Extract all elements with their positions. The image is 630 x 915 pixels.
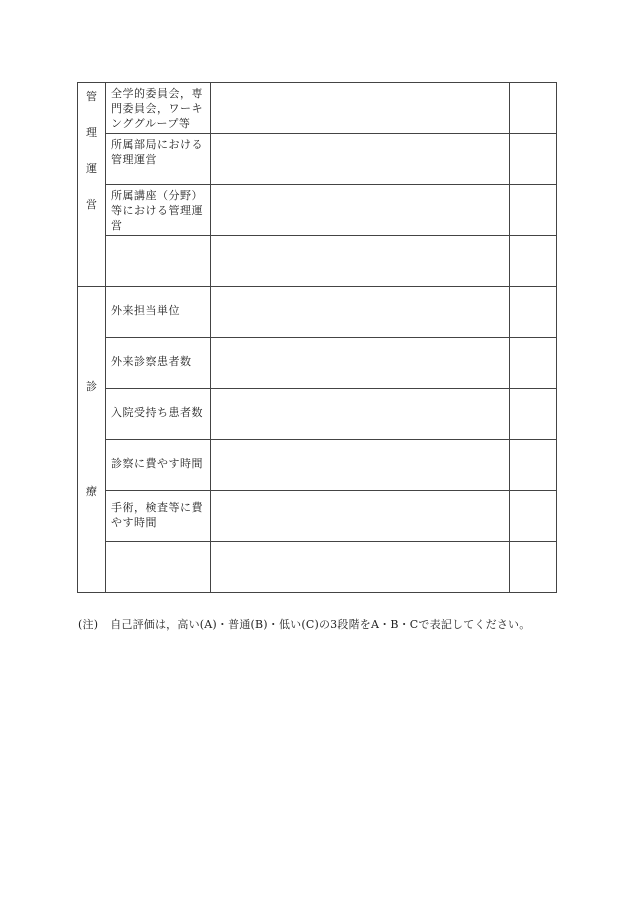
section-label-admin xyxy=(78,83,106,287)
content-cell[interactable] xyxy=(211,236,510,287)
evaluation-table xyxy=(77,82,557,593)
item-label xyxy=(106,542,210,545)
section-char: 診 xyxy=(86,380,97,393)
item-label: 外来診察患者数 xyxy=(111,355,192,368)
table-row xyxy=(78,389,557,440)
table-row xyxy=(78,542,557,593)
item-label: 外来担当単位 xyxy=(111,304,180,317)
section-label-clinic xyxy=(78,287,106,593)
content-cell[interactable] xyxy=(211,185,510,236)
item-cell xyxy=(106,389,211,440)
score-cell[interactable] xyxy=(510,185,557,236)
section-char: 理 xyxy=(86,126,97,139)
item-label: 所属講座（分野）等における管理運営 xyxy=(111,189,203,232)
content-cell[interactable] xyxy=(211,83,510,134)
item-cell xyxy=(106,287,211,338)
content-cell[interactable] xyxy=(211,491,510,542)
item-label: 診察に費やす時間 xyxy=(111,457,203,470)
item-cell[interactable] xyxy=(106,236,211,287)
item-label xyxy=(106,236,210,239)
table-row xyxy=(78,440,557,491)
table-row xyxy=(78,134,557,185)
item-cell[interactable] xyxy=(106,542,211,593)
item-cell xyxy=(106,491,211,542)
table-row xyxy=(78,83,557,134)
footnote-text: 自己評価は，高い(A)・普通(B)・低い(C)の3段階をA・B・Cで表記してください。 xyxy=(110,618,531,631)
footnote xyxy=(78,616,530,632)
score-cell[interactable] xyxy=(510,491,557,542)
table-row xyxy=(78,236,557,287)
item-cell xyxy=(106,440,211,491)
item-label: 所属部局における管理運営 xyxy=(111,138,203,166)
item-label: 全学的委員会，専門委員会，ワーキンググループ等 xyxy=(111,87,203,130)
content-cell[interactable] xyxy=(211,440,510,491)
score-cell[interactable] xyxy=(510,338,557,389)
item-cell xyxy=(106,185,211,236)
score-cell[interactable] xyxy=(510,134,557,185)
score-cell[interactable] xyxy=(510,236,557,287)
item-label: 手術，検査等に費やす時間 xyxy=(111,500,203,529)
content-cell[interactable] xyxy=(211,287,510,338)
section-char: 管 xyxy=(86,90,97,103)
section-char: 営 xyxy=(86,198,97,211)
table-row xyxy=(78,338,557,389)
item-label: 入院受持ち患者数 xyxy=(111,406,203,419)
item-cell xyxy=(106,338,211,389)
content-cell[interactable] xyxy=(211,542,510,593)
section-char: 運 xyxy=(86,162,97,175)
score-cell[interactable] xyxy=(510,287,557,338)
section-char: 療 xyxy=(86,485,97,498)
table-row xyxy=(78,491,557,542)
score-cell[interactable] xyxy=(510,542,557,593)
score-cell[interactable] xyxy=(510,440,557,491)
content-cell[interactable] xyxy=(211,134,510,185)
score-cell[interactable] xyxy=(510,83,557,134)
score-cell[interactable] xyxy=(510,389,557,440)
content-cell[interactable] xyxy=(211,389,510,440)
item-cell xyxy=(106,83,211,134)
table-row xyxy=(78,185,557,236)
footnote-label: (注) xyxy=(78,618,99,631)
content-cell[interactable] xyxy=(211,338,510,389)
item-cell xyxy=(106,134,211,185)
table-row xyxy=(78,287,557,338)
